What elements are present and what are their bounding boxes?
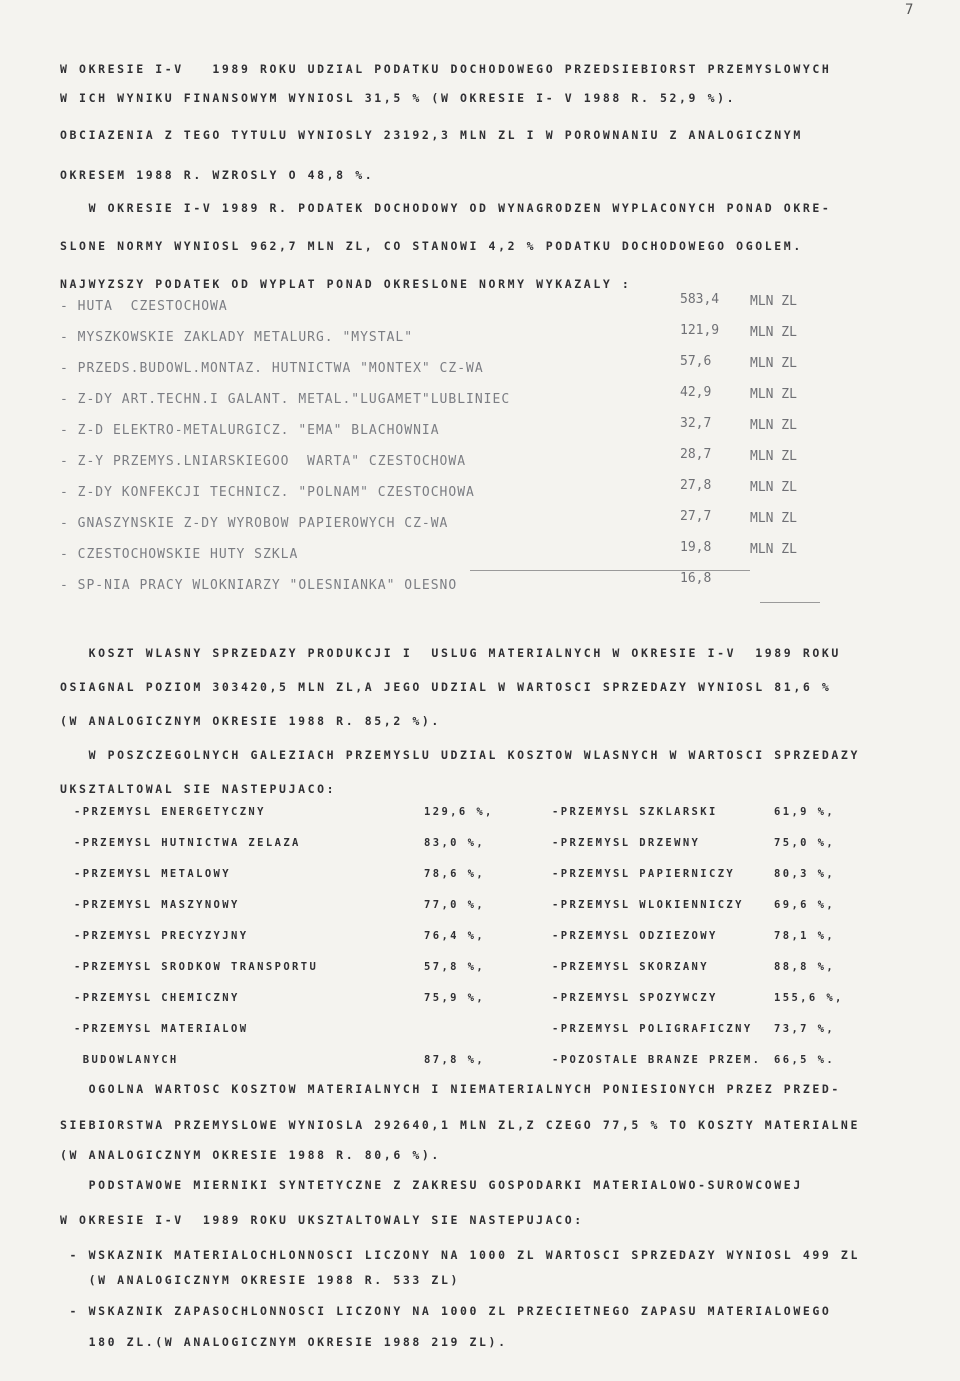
- companies-list: [60, 292, 830, 602]
- industry-name: -PRZEMYSL DRZEWNY: [552, 837, 701, 849]
- industry-name: -PRZEMYSL SKORZANY: [552, 961, 709, 973]
- text-line: - WSKAZNIK ZAPASOCHLONNOSCI LICZONY NA 1000 ZL PRZECIETNEGO ZAPASU MATERIALOWEGO: [60, 1304, 832, 1318]
- list-item: [60, 478, 830, 509]
- tax-value: 16,8: [680, 571, 712, 586]
- table-row: [74, 899, 874, 930]
- industry-share: 66,5 %.: [774, 1054, 836, 1066]
- text-line: (W ANALOGICZNYM OKRESIE 1988 R. 533 ZL): [60, 1273, 460, 1287]
- list-item: [60, 323, 830, 354]
- industry-share: 75,9 %,: [424, 992, 486, 1004]
- text-line: SLONE NORMY WYNIOSL 962,7 MLN ZL, CO STANOWI 4,2 % PODATKU DOCHODOWEGO OGOLEM.: [60, 239, 803, 253]
- list-item: [60, 571, 830, 602]
- text-line: W OKRESIE I-V 1989 ROKU UKSZTALTOWALY SIE NASTEPUJACO:: [60, 1213, 584, 1227]
- text-line: UKSZTALTOWAL SIE NASTEPUJACO:: [60, 782, 337, 796]
- tax-value: 57,6: [680, 354, 712, 369]
- table-row: [74, 1054, 874, 1085]
- page-corner-mark: 7: [905, 2, 914, 18]
- tax-value: 42,9: [680, 385, 712, 400]
- tax-value: 583,4: [680, 292, 720, 307]
- industry-share: 61,9 %,: [774, 806, 836, 818]
- table-row: [74, 1023, 874, 1054]
- text-line: 180 ZL.(W ANALOGICZNYM OKRESIE 1988 219 ZL).: [60, 1335, 508, 1349]
- industry-name: -PRZEMYSL POLIGRAFICZNY: [552, 1023, 753, 1035]
- company-name: - HUTA CZESTOCHOWA: [60, 299, 228, 314]
- tax-value: 32,7: [680, 416, 712, 431]
- industry-share: 73,7 %,: [774, 1023, 836, 1035]
- company-name: - PRZEDS.BUDOWL.MONTAZ. HUTNICTWA "MONTEX" CZ-WA: [60, 361, 484, 376]
- list-item: [60, 354, 830, 385]
- industry-name: -PRZEMYSL METALOWY: [74, 868, 231, 880]
- list-item: [60, 540, 830, 571]
- company-name: - Z-Y PRZEMYS.LNIARSKIEGOO WARTA" CZESTOCHOWA: [60, 454, 467, 469]
- total-costs-paragraph: [60, 1082, 900, 1162]
- company-name: - MYSZKOWSKIE ZAKLADY METALURG. "MYSTAL": [60, 330, 414, 345]
- list-item: [60, 509, 830, 540]
- material-indicators-paragraph: [60, 1178, 900, 1349]
- tax-value: 121,9: [680, 323, 720, 338]
- tax-unit: MLN ZL: [750, 325, 797, 340]
- text-line: NAJWYZSZY PODATEK OD WYPLAT PONAD OKRESLONE NORMY WYKAZALY :: [60, 277, 632, 291]
- industry-share: 69,6 %,: [774, 899, 836, 911]
- industry-name: -PRZEMYSL ODZIEZOWY: [552, 930, 718, 942]
- industry-share: 87,8 %,: [424, 1054, 486, 1066]
- industry-share: 76,4 %,: [424, 930, 486, 942]
- industry-name: -PRZEMYSL MASZYNOWY: [74, 899, 240, 911]
- text-line: OSIAGNAL POZIOM 303420,5 MLN ZL,A JEGO UDZIAL W WARTOSCI SPRZEDAZY WYNIOSL 81,6 %: [60, 680, 832, 694]
- industry-name: -POZOSTALE BRANZE PRZEM.: [552, 1054, 762, 1066]
- industry-name: BUDOWLANYCH: [74, 1054, 179, 1066]
- text-line: SIEBIORSTWA PRZEMYSLOWE WYNIOSLA 292640,1 MLN ZL,Z CZEGO 77,5 % TO KOSZTY MATERIALNE: [60, 1118, 860, 1132]
- list-item: [60, 447, 830, 478]
- text-line: W OKRESIE I-V 1989 ROKU UDZIAL PODATKU DOCHODOWEGO PRZEDSIEBIORST PRZEMYSLOWYCH: [60, 62, 832, 76]
- text-line: OBCIAZENIA Z TEGO TYTULU WYNIOSLY 23192,3 MLN ZL I W POROWNANIU Z ANALOGICZNYM: [60, 128, 803, 142]
- industry-name: -PRZEMYSL CHEMICZNY: [74, 992, 240, 1004]
- industry-share: 83,0 %,: [424, 837, 486, 849]
- list-item: [60, 416, 830, 447]
- table-row: [74, 930, 874, 961]
- tax-unit: MLN ZL: [750, 449, 797, 464]
- industry-name: -PRZEMYSL PRECYZYJNY: [74, 930, 249, 942]
- company-name: - Z-D ELEKTRO-METALURGICZ. "EMA" BLACHOWNIA: [60, 423, 440, 438]
- text-line: - WSKAZNIK MATERIALOCHLONNOSCI LICZONY NA 1000 ZL WARTOSCI SPRZEDAZY WYNIOSL 499 ZL: [60, 1248, 860, 1262]
- table-row: [74, 806, 874, 837]
- tax-unit: MLN ZL: [750, 511, 797, 526]
- text-line: KOSZT WLASNY SPRZEDAZY PRODUKCJI I USLUG MATERIALNYCH W OKRESIE I-V 1989 ROKU: [60, 646, 841, 660]
- industry-share: 129,6 %,: [424, 806, 494, 818]
- tax-unit: MLN ZL: [750, 294, 797, 309]
- company-name: - CZESTOCHOWSKIE HUTY SZKLA: [60, 547, 299, 562]
- table-row: [74, 837, 874, 868]
- text-line: W ICH WYNIKU FINANSOWYM WYNIOSL 31,5 % (W OKRESIE I- V 1988 R. 52,9 %).: [60, 91, 737, 105]
- industry-cost-table: [74, 806, 874, 1085]
- tax-unit: MLN ZL: [750, 480, 797, 495]
- cost-paragraph: [60, 646, 900, 796]
- tax-value: 27,8: [680, 478, 712, 493]
- industry-share: 88,8 %,: [774, 961, 836, 973]
- tax-value: 19,8: [680, 540, 712, 555]
- company-name: - GNASZYNSKIE Z-DY WYROBOW PAPIEROWYCH CZ-WA: [60, 516, 449, 531]
- table-row: [74, 868, 874, 899]
- text-line: W POSZCZEGOLNYCH GALEZIACH PRZEMYSLU UDZIAL KOSZTOW WLASNYCH W WARTOSCI SPRZEDAZY: [60, 748, 860, 762]
- tax-unit: MLN ZL: [750, 387, 797, 402]
- text-line: (W ANALOGICZNYM OKRESIE 1988 R. 85,2 %).: [60, 714, 441, 728]
- industry-share: 77,0 %,: [424, 899, 486, 911]
- industry-share: 75,0 %,: [774, 837, 836, 849]
- industry-share: 155,6 %,: [774, 992, 844, 1004]
- intro-paragraph: [60, 62, 900, 291]
- industry-name: -PRZEMYSL SPOZYWCZY: [552, 992, 718, 1004]
- text-line: (W ANALOGICZNYM OKRESIE 1988 R. 80,6 %).: [60, 1148, 441, 1162]
- industry-name: -PRZEMYSL MATERIALOW: [74, 1023, 249, 1035]
- industry-name: -PRZEMYSL HUTNICTWA ZELAZA: [74, 837, 301, 849]
- industry-share: 78,1 %,: [774, 930, 836, 942]
- tax-unit: MLN ZL: [750, 542, 797, 557]
- divider: [760, 602, 820, 603]
- industry-share: 78,6 %,: [424, 868, 486, 880]
- industry-name: -PRZEMYSL WLOKIENNICZY: [552, 899, 744, 911]
- tax-value: 27,7: [680, 509, 712, 524]
- industry-name: -PRZEMYSL PAPIERNICZY: [552, 868, 736, 880]
- industry-name: -PRZEMYSL SRODKOW TRANSPORTU: [74, 961, 319, 973]
- divider: [470, 570, 750, 571]
- text-line: PODSTAWOWE MIERNIKI SYNTETYCZNE Z ZAKRESU GOSPODARKI MATERIALOWO-SUROWCOWEJ: [60, 1178, 803, 1192]
- company-name: - Z-DY KONFEKCJI TECHNICZ. "POLNAM" CZESTOCHOWA: [60, 485, 475, 500]
- industry-name: -PRZEMYSL SZKLARSKI: [552, 806, 718, 818]
- text-line: W OKRESIE I-V 1989 R. PODATEK DOCHODOWY OD WYNAGRODZEN WYPLACONYCH PONAD OKRE-: [60, 201, 832, 215]
- industry-name: -PRZEMYSL ENERGETYCZNY: [74, 806, 266, 818]
- tax-value: 28,7: [680, 447, 712, 462]
- text-line: OKRESEM 1988 R. WZROSLY O 48,8 %.: [60, 168, 375, 182]
- table-row: [74, 961, 874, 992]
- company-name: - SP-NIA PRACY WLOKNIARZY "OLESNIANKA" OLESNO: [60, 578, 458, 593]
- list-item: [60, 385, 830, 416]
- tax-unit: MLN ZL: [750, 418, 797, 433]
- industry-share: 80,3 %,: [774, 868, 836, 880]
- tax-unit: MLN ZL: [750, 356, 797, 371]
- industry-share: 57,8 %,: [424, 961, 486, 973]
- company-name: - Z-DY ART.TECHN.I GALANT. METAL."LUGAMET"LUBLINIEC: [60, 392, 511, 407]
- table-row: [74, 992, 874, 1023]
- list-item: [60, 292, 830, 323]
- text-line: OGOLNA WARTOSC KOSZTOW MATERIALNYCH I NIEMATERIALNYCH PONIESIONYCH PRZEZ PRZED-: [60, 1082, 841, 1096]
